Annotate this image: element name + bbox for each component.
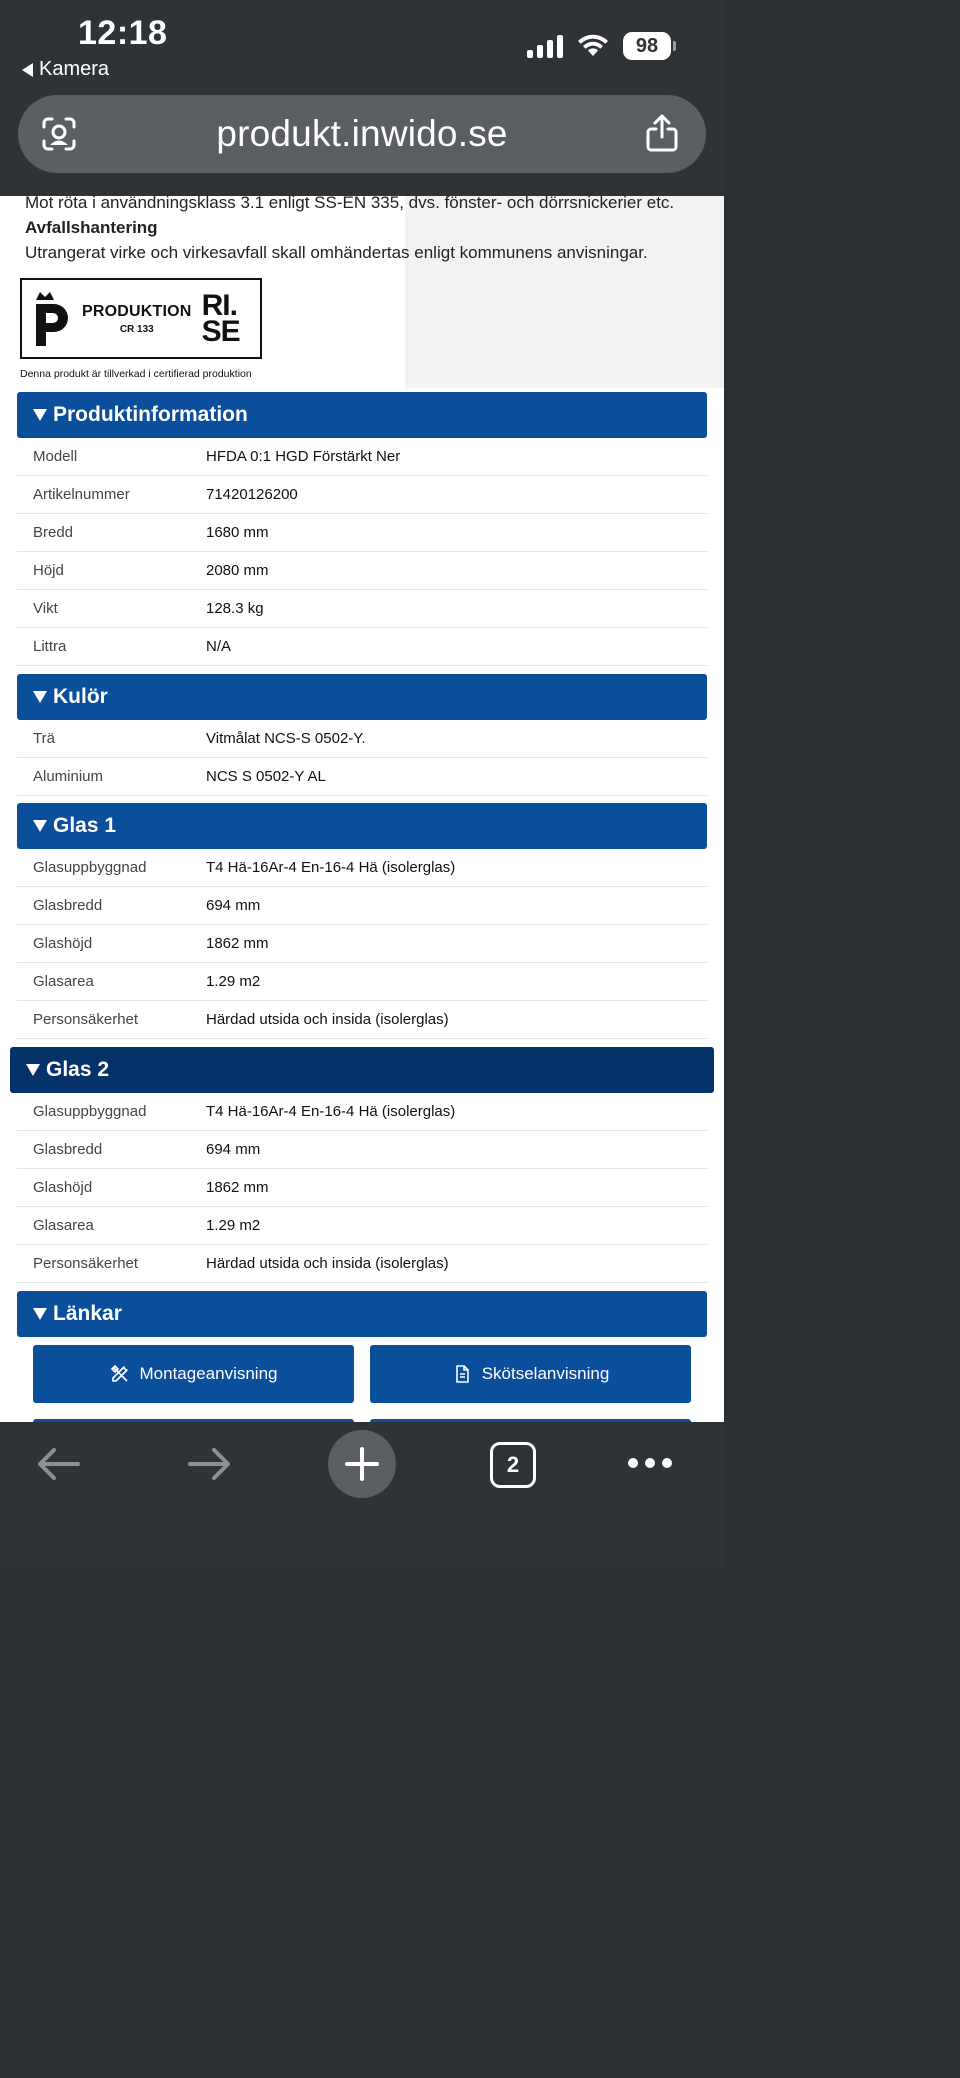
- table-row: Glasbredd 694 mm: [17, 887, 707, 925]
- table-row: Glasarea 1.29 m2: [17, 963, 707, 1001]
- care-instructions-button[interactable]: [370, 1345, 691, 1403]
- table-row: Höjd 2080 mm: [17, 552, 707, 590]
- status-time: 12:18: [78, 14, 168, 52]
- cert-title: PRODUKTION: [82, 302, 192, 320]
- section-lankar: [17, 1291, 707, 1337]
- section-header-glas-2[interactable]: Glas 2: [10, 1047, 714, 1093]
- table-row: Modell HFDA 0:1 HGD Förstärkt Ner: [17, 438, 707, 476]
- table-row: Glasuppbyggnad T4 Hä-16Ar-4 En-16-4 Hä (isolerglas): [17, 1093, 707, 1131]
- cert-caption: Denna produkt är tillverkad i certifierad produktion: [20, 368, 252, 380]
- collapse-triangle-icon: [33, 820, 47, 832]
- section-produktinformation: [17, 392, 707, 666]
- link-buttons: [33, 1345, 691, 1403]
- collapse-triangle-icon: [26, 1064, 40, 1076]
- tab-switcher-button[interactable]: 2: [490, 1442, 536, 1488]
- intro-text: [25, 196, 715, 265]
- collapse-triangle-icon: [33, 1308, 47, 1320]
- section-glas-1: [17, 803, 707, 1039]
- share-icon[interactable]: [644, 113, 680, 153]
- browser-top-bar: [0, 0, 724, 196]
- table-row: Bredd 1680 mm: [17, 514, 707, 552]
- url-text: produkt.inwido.se: [216, 113, 508, 154]
- back-triangle-icon: [22, 63, 33, 77]
- table-row: Vikt 128.3 kg: [17, 590, 707, 628]
- visual-search-icon[interactable]: [40, 115, 78, 153]
- section-header-produktinformation[interactable]: Produktinformation: [17, 392, 707, 438]
- rise-logo: RI. SE: [201, 288, 240, 348]
- web-page[interactable]: [0, 196, 724, 1422]
- table-row: Glasbredd 694 mm: [17, 1131, 707, 1169]
- document-icon: [452, 1364, 472, 1384]
- cellular-signal-icon: [527, 34, 563, 58]
- table-row: Littra N/A: [17, 628, 707, 666]
- status-indicators: [527, 32, 676, 60]
- section-header-kulor[interactable]: Kulör: [17, 674, 707, 720]
- plus-icon: [344, 1446, 380, 1482]
- back-to-app-link[interactable]: [22, 58, 109, 81]
- back-arrow-icon[interactable]: [34, 1444, 82, 1484]
- browser-bottom-toolbar: [0, 1422, 724, 1568]
- section-header-glas-1[interactable]: Glas 1: [17, 803, 707, 849]
- intro-line-2: Utrangerat virke och virkesavfall skall omhändertas enligt kommunens anvisningar.: [25, 243, 648, 262]
- intro-line-1: Mot röta i användningsklass 3.1 enligt SS-EN 335, dvs. fönster- och dörrsnickerier etc.: [25, 196, 675, 212]
- battery-level: 98: [623, 32, 671, 60]
- tools-icon: [110, 1364, 130, 1384]
- table-row: Artikelnummer 71420126200: [17, 476, 707, 514]
- mounting-instructions-button[interactable]: [33, 1345, 354, 1403]
- crown-p-logo-icon: [32, 290, 72, 348]
- collapse-triangle-icon: [33, 409, 47, 421]
- waste-heading: Avfallshantering: [25, 218, 158, 237]
- table-row: Personsäkerhet Härdad utsida och insida (isolerglas): [17, 1245, 707, 1283]
- wifi-icon: [577, 34, 609, 58]
- section-glas-2: [17, 1047, 707, 1283]
- battery-indicator: [623, 32, 676, 60]
- certification-logo: [20, 278, 262, 380]
- table-row: Glashöjd 1862 mm: [17, 1169, 707, 1207]
- table-row: Aluminium NCS S 0502-Y AL: [17, 758, 707, 796]
- cert-code: CR 133: [119, 323, 154, 335]
- table-row: Glasarea 1.29 m2: [17, 1207, 707, 1245]
- table-row: Trä Vitmålat NCS-S 0502-Y.: [17, 720, 707, 758]
- forward-arrow-icon[interactable]: [186, 1444, 234, 1484]
- section-kulor: [17, 674, 707, 796]
- back-app-label: Kamera: [39, 58, 110, 80]
- mounting-instructions-label: Montageanvisning: [139, 1364, 278, 1383]
- table-row: Personsäkerhet Härdad utsida och insida (isolerglas): [17, 1001, 707, 1039]
- new-tab-button[interactable]: [328, 1430, 396, 1498]
- table-row: Glasuppbyggnad T4 Hä-16Ar-4 En-16-4 Hä (isolerglas): [17, 849, 707, 887]
- section-header-lankar[interactable]: Länkar: [17, 1291, 707, 1337]
- table-row: Glashöjd 1862 mm: [17, 925, 707, 963]
- care-instructions-label: Skötselanvisning: [481, 1364, 610, 1383]
- more-menu-icon[interactable]: [628, 1458, 672, 1468]
- collapse-triangle-icon: [33, 691, 47, 703]
- address-bar[interactable]: [18, 95, 706, 173]
